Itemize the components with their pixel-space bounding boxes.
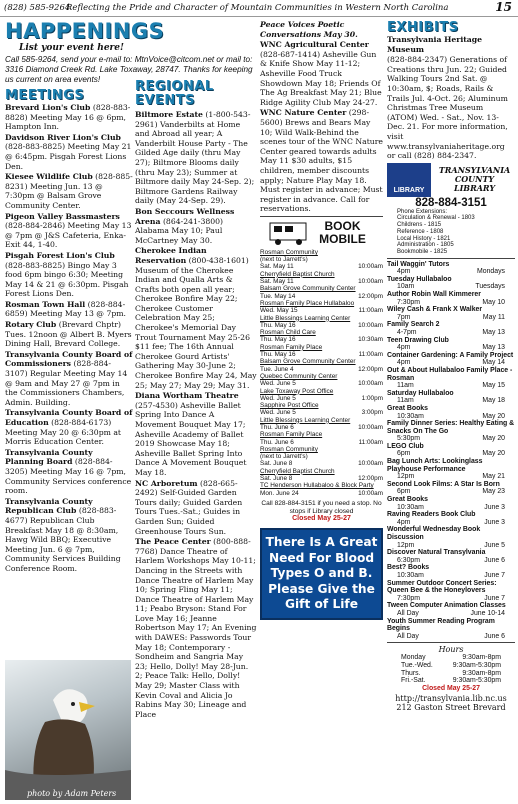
event-org: Transylvania County Board of Commissioners (5, 349, 133, 369)
library-event-time-row (387, 504, 515, 512)
library-event-time: 7:30pm (397, 298, 420, 306)
stop-row (260, 409, 383, 416)
stop-time: 10:30am (358, 336, 383, 344)
library-event-title: Out & About Hullabaloo Family Place - Rosman (387, 366, 513, 382)
event-entry (5, 320, 133, 349)
library-event-title: Teen Drawing Club (387, 336, 449, 344)
event-entry (5, 103, 133, 132)
stop-date: Thu. May 16 (260, 321, 296, 329)
event-info: (828-884-3205) Meeting May 16 @ 7pm, Community Services conference room. (5, 457, 132, 496)
library-event-time-row (387, 329, 515, 337)
bald-eagle-icon (5, 660, 131, 800)
header-phone: (828) 585-9264 (4, 3, 71, 13)
bookmobile-bus-icon (268, 219, 310, 247)
library-event-time: 7pm (397, 313, 411, 321)
library-event-date: May 13 (482, 344, 505, 352)
event-entry (5, 300, 133, 319)
stop-row (260, 263, 383, 270)
event-entry (135, 110, 257, 206)
event-org: Cherokee Indian Reservation (135, 246, 207, 265)
library-address: 212 Gaston Street Brevard (396, 703, 506, 713)
stop-date: Wed. June 5 (260, 409, 296, 417)
library-header (387, 163, 515, 197)
library-event-time-row (387, 397, 515, 405)
hours-day: Tue.-Wed. (401, 661, 433, 669)
hours-row (387, 662, 515, 670)
event-entry (5, 133, 133, 171)
stop-place: Balsam Grove Community Center (260, 358, 356, 366)
library-event-date: May 15 (482, 382, 505, 390)
event-org: Brevard Lion's Club (5, 103, 91, 112)
library-event-time: 4pm (397, 268, 411, 276)
eagle-photo (5, 660, 131, 800)
event-info: (828-883-8828) Meeting May 16 @ 6pm, Hampton Inn. (5, 103, 131, 132)
library-event-time-row (387, 473, 515, 481)
stop-date: Sat. June 8 (260, 475, 293, 483)
bookmobile-schedule (260, 249, 383, 497)
event-info: (257-4530) Asheville Ballet Spring Into Dance A Movement Bouquet May 17; Asheville Academy of Ballet 2019 Showcase May 18; Asheville Ballet Spring Into Dance A Movement Bouquet May 18. (135, 400, 247, 477)
library-event-time-row (387, 633, 515, 641)
library-extensions (387, 209, 515, 256)
stop-place: Balsam Grove Community Center (260, 285, 356, 293)
event-info: (828-883-8825) Meeting May 21 @ 6:45pm. Pisgah Forest Lions Den. (5, 142, 132, 171)
library-event-time-row (387, 450, 515, 458)
library-extension: Childrens - 1815 (397, 222, 442, 229)
event-info: (800-438-1601) Museum of the Cherokee Indian and Qualla Arts & Crafts both open all year; Cherokee Bonfire May 22; Cherokee Customer Celebration May 25; Cherokee's Memorial Day Trout Tournament May 25-26 $11 fee; The 16th Annual Cherokee Gourd Artists' Gathering May 30-June 2; Cherokee Bonfire May 24, May 25; May 27; May 29; May 31. (135, 255, 257, 390)
happenings-call: Call 585-9264, send your e-mail to: MtnVoice@citcom.net or mail to: 3316 Diamond Creek Rd. Lake Toxaway, 28747. Thanks for keeping us current on area events! (5, 55, 253, 84)
stop-row (260, 351, 383, 358)
library-event-time: 10:30am (397, 503, 424, 511)
library-event-title: Discover Natural Transylvania (387, 549, 486, 557)
hours-day: Fri.-Sat. (401, 677, 426, 685)
stop-place: Rosman Community (260, 248, 318, 256)
stop-time: 10:00am (358, 278, 383, 286)
library-event-title: Great Books (387, 496, 428, 504)
peace-cont: Peace Voices Poetic Conversations May 30. (260, 20, 358, 39)
column-exhibits-library (387, 20, 515, 800)
library-event-date: May 10 (482, 298, 505, 306)
event-entry (135, 246, 257, 390)
stop-place: Lake Toxaway Post Office (260, 387, 334, 395)
library-event-time: 4-7pm (397, 328, 417, 336)
library-event-date: May 20 (482, 435, 505, 443)
event-org: NC Arboretum (135, 478, 198, 488)
stop-place: Quebec Community Center (260, 372, 338, 380)
library-event-time-row (387, 557, 515, 565)
hours-time: 9:30am-5:30pm (452, 661, 501, 669)
event-entry (260, 108, 383, 214)
library-event-date: May 11 (482, 313, 505, 321)
regional-list (135, 110, 257, 719)
blood-drive-box: There Is A Great Need For Blood Types O and B. Please Give the Gift of Life (260, 528, 383, 620)
event-entry (5, 497, 133, 574)
stop-time: 11:00am (358, 351, 383, 359)
stop-date: Sat. June 8 (260, 460, 293, 468)
stop-date: Tue. May 14 (260, 292, 296, 300)
stop-date: Sat. May 11 (260, 278, 294, 286)
stop-time: 12:00pm (358, 365, 383, 373)
event-org: The Peace Center (135, 537, 211, 547)
library-event-time: All Day (397, 632, 419, 640)
exhibits-text: (828-884-2347) Generations of Creations thru Jun. 22; Guided Walking Tours 2nd Sat. @ 10:30am, $; Roads, Rails & Trails Jul. 4-Oct. 26; Aluminum Christmas Tree Museum (ATOM) Wed. - Sat., Nov. 13-Dec. 21. For more information, visit www.transylvaniaheritage.org or call (828) 884-2347. (387, 55, 508, 161)
library-event-date: May 14 (482, 359, 505, 367)
event-org: Transylvania County Board of Education (5, 408, 133, 427)
library-event-date: June 5 (484, 541, 505, 549)
stop-row (260, 475, 383, 482)
hours-row (387, 677, 515, 685)
library-event-date: June 7 (484, 571, 505, 579)
event-info: (298-5600) Brews and Bears May 10; Wild Walk-Behind the scenes tour of the WNC Nature Center geared towards adults May 11 $30 adults, $15 children, member discounts apply; Nature Play May 18. Must register in advance; Must register in advance. Call for reservations. (260, 108, 383, 214)
stop-place: Rosman Family Place (260, 431, 323, 439)
library-event-date: June 3 (484, 503, 505, 511)
stop-time: 11:00am (358, 307, 383, 315)
library-event-time: All Day (397, 609, 419, 617)
happenings-subtitle: List your event here! (19, 43, 124, 53)
library-logo-icon: LIBRARY (387, 163, 431, 197)
library-event-date: June 7 (484, 594, 505, 602)
event-entry (5, 212, 133, 250)
stop-date: Mon. June 24 (260, 489, 299, 497)
library-event-title: Author Robin Wall Kimmerer (387, 291, 481, 299)
event-entry (5, 251, 133, 299)
event-org: Davidson River Lion's Club (5, 132, 121, 142)
stop-time: 11:00am (358, 438, 383, 446)
library-event-title: Great Books (387, 404, 428, 412)
library-event-title: Raving Readers Book Club (387, 511, 476, 519)
hours-row (387, 670, 515, 678)
stop-time: 10:00am (358, 489, 383, 497)
regional-title: REGIONAL EVENTS (135, 79, 214, 108)
bookmobile-closed: Closed May 25-27 (292, 515, 351, 523)
library-event-time: 11am (397, 382, 414, 390)
library-event-date: Tuesdays (475, 283, 505, 291)
hours-day: Thurs. (401, 669, 421, 677)
library-event-date: May 18 (482, 397, 505, 405)
stop-row (260, 439, 383, 446)
event-org: WNC Nature Center (260, 108, 347, 118)
event-org: Rosman Town Hall (5, 299, 86, 309)
hours-day: Monday (401, 654, 426, 662)
stop-time: 1:00pm (361, 394, 383, 402)
library-event-time: 10:30am (397, 571, 424, 579)
event-info: (828-665-2492) Self-Guided Garden Tours daily; Guided Garden Tours Tues.-Sat.; Guides in Garden Sun; Guided Greenhouse Tours Sun. (135, 478, 243, 536)
library-event-time-row (387, 283, 515, 291)
library-event-title: Youth Summer Reading Program Begins (387, 617, 495, 633)
stop-row (260, 278, 383, 285)
library-event-time-row (387, 488, 515, 496)
library-event-time-row (387, 344, 515, 352)
hours-time: 9:30am-8pm (462, 669, 501, 677)
photo-credit: photo by Adam Peters (27, 789, 117, 798)
stop-note: (next to Jarrett's) (260, 453, 308, 461)
happenings-title: HAPPENINGS (5, 19, 165, 43)
page-header (0, 0, 518, 17)
library-event-title: Wiley Cash & Frank X Walker (387, 306, 483, 314)
library-extension: Local History - 1821 (397, 235, 451, 242)
stop-date: Wed. June 5 (260, 394, 296, 402)
library-event-time-row (387, 542, 515, 550)
stop-row (260, 293, 383, 300)
library-event-time-row (387, 299, 515, 307)
stop-row (260, 460, 383, 467)
library-event-time: 4pm (397, 518, 411, 526)
stop-date: Tue. June 4 (260, 365, 294, 373)
library-event-date: June 6 (484, 556, 505, 564)
event-org: Biltmore Estate (135, 110, 203, 119)
library-hours (387, 654, 515, 684)
library-extension: Administration - 1805 (397, 242, 454, 249)
library-extension: Phone Extensions: (397, 208, 448, 215)
event-entry (5, 350, 133, 408)
library-event-time-row (387, 610, 515, 618)
stop-note: (next to Jarrett's) (260, 256, 308, 264)
library-event-title: Tail Waggin' Tutors (387, 260, 450, 268)
library-event-time-row (387, 519, 515, 527)
column-regional (135, 80, 257, 798)
hours-row (387, 654, 515, 662)
stop-date: Sat. May 11 (260, 263, 294, 271)
stop-row (260, 322, 383, 329)
library-event-time: 6pm (397, 488, 411, 496)
library-event-time: 5:30pm (397, 435, 420, 443)
event-entry (5, 408, 133, 446)
library-event-time: 11am (397, 397, 414, 405)
stop-row (260, 366, 383, 373)
bookmobile-title: BOOK MOBILE (319, 218, 366, 246)
meetings-list (5, 103, 133, 574)
event-info: (828-885-8231) Meeting Jun. 13 @ 7:30pm @ Balsam Grove Community Center. (5, 172, 133, 210)
library-event-time: 6:30pm (397, 556, 420, 564)
library-event-time-row (387, 382, 515, 390)
stop-row (260, 490, 383, 497)
library-event-time: 4pm (397, 359, 411, 367)
library-event-title: Saturday Hullabaloo (387, 389, 454, 397)
library-event-time-row (387, 435, 515, 443)
library-event-time: 6pm (397, 450, 411, 458)
library-url[interactable]: http://transylvania.lib.nc.us (395, 694, 507, 704)
event-org: Pisgah Forest Lion's Club (5, 250, 115, 260)
stop-time: 12:00pm (358, 292, 383, 300)
library-event-date: June 3 (484, 518, 505, 526)
library-event-time: 10:30am (397, 412, 424, 420)
library-phone: 828-884-3151 (415, 196, 487, 209)
library-event-date: May 13 (482, 328, 505, 336)
library-closed: Closed May 25-27 (422, 684, 480, 692)
library-event-title: Bag Lunch Arts: Lookinglass Playhouse Performance (387, 458, 483, 473)
library-event-time: 12pm (397, 473, 415, 481)
event-info: (Brevard Chptr) Tues. 12noon @ Albert B. Myers Dining Hall, Brevard College. (5, 320, 132, 349)
stop-place: Rosman Family Place Hullabaloo (260, 299, 355, 307)
event-entry (5, 448, 133, 496)
library-event-time: 4pm (397, 344, 411, 352)
stop-date: Wed. June 5 (260, 380, 296, 388)
event-info: (828-884-6859) Meeting May 13 @ 7pm. (5, 299, 126, 319)
stop-time: 10:00am (358, 424, 383, 431)
stop-place: Cherryfield Baptist Church (260, 467, 335, 475)
event-org: Pigeon Valley Bassmasters (5, 211, 120, 221)
event-info: (864-241-3800) Alabama May 10; Paul McCartney May 30. (135, 216, 224, 245)
library-event-time: 12pm (397, 541, 415, 549)
bookmobile-heading (260, 219, 383, 247)
library-event-title: Family Search 2 (387, 321, 440, 329)
library-event-title: Wonderful Wednesday Book Discussion (387, 526, 481, 542)
event-info: (800-888-7768) Dance Theatre of Harlem Workshops May 10-11; Dancing in the Streets with Dance Theatre of Harlem May 10; Spring Fling May 11; Dance Theatre of Harlem May 11; Peabo Bryson: Stand For Love May 16; Jeanne Robertson May 17; An Evening with DAWES: Passwords Tour May 18; Contemporary - Sondheim and Sangria May 23; Hello, Dolly! May 28-Jun. 2; Peace Talk: Hello, Dolly! May 29; Master Class with Kevin Coval and Alicia Jo Rabins May 30; Lineage and Place (135, 537, 257, 719)
stop-place: Rosman Child Care (260, 329, 316, 337)
library-event-date: June 6 (484, 632, 505, 640)
exhibits-org: Transylvania Heritage Museum (387, 35, 483, 54)
stop-row (260, 307, 383, 314)
stop-time: 10:00am (358, 380, 383, 388)
library-event-title: Best? Books (387, 564, 430, 572)
library-event-title: Container Gardening: A Family Project (387, 351, 514, 359)
library-event-time-row (387, 572, 515, 580)
library-event-time-row (387, 359, 515, 367)
stop-time: 3:00pm (361, 409, 383, 417)
stop-place: Rosman Community (260, 445, 318, 453)
event-org: WNC Agricultural Center (260, 40, 369, 50)
hours-title: Hours (438, 645, 464, 655)
event-info: (828-883-8825) Bingo May 3 food 6pm bingo 6:30; Meeting May 14 & 21 @ 6:30pm. Pisgah Forest Lions Den. (5, 260, 129, 299)
event-entry (135, 479, 257, 537)
bookmobile-footer: Call 828-884-3151 if you need a stop. No stops if Library closed (261, 499, 382, 515)
stop-row (260, 424, 383, 431)
stop-place: Cherryfield Baptist Church (260, 270, 335, 278)
stop-date: Thu. June 6 (260, 438, 294, 446)
event-org: Bon Seccours Wellness Arena (135, 206, 235, 226)
stop-row (260, 380, 383, 387)
meetings-title: MEETINGS (5, 88, 85, 103)
event-org: Diana Wortham Theatre (135, 391, 239, 401)
event-org: Transylvania County Planning Board (5, 447, 93, 467)
library-event-title: Tuesday Hullabaloo (387, 275, 452, 283)
event-entry (135, 537, 257, 719)
library-event-time-row (387, 413, 515, 421)
stop-place: Sapphire Post Office (260, 402, 319, 410)
stop-row (260, 395, 383, 402)
exhibits-title: EXHIBITS (387, 20, 459, 35)
event-info: (828-884-3107) Regular Meeting May 14 @ 9am and May 27 @ 7pm in the Commissioners Chambers, Admin. Building. (5, 359, 128, 407)
library-event-title: Summer Outdoor Concert Series: Queen Bee & the Honeylovers (387, 579, 497, 595)
library-event-time-row (387, 595, 515, 603)
event-entry (260, 40, 383, 107)
stop-time: 10:00am (358, 263, 383, 271)
library-extension: Reference - 1808 (397, 228, 444, 235)
stop-time: 10:00am (358, 460, 383, 468)
stop-place: Little Blessings Learning Center (260, 416, 351, 424)
hours-time: 9:30am-8pm (462, 654, 501, 662)
event-info: (828-883-4677) Republican Club Breakfast May 18 @ 8:30am, Hawg Wild BBQ; Executive Meeting Jun. 6 @ 7pm, Community Services Building Conference Room. (5, 506, 121, 573)
stop-place: Rosman Family Place (260, 343, 323, 351)
library-event-date: May 23 (482, 488, 505, 496)
event-info: (1-800-543-2961) Vanderbilts at Home and Abroad all year; A Vanderbilt House Party - The Gilded Age daily (thru May 27); Biltmore Blooms daily (thru May 23); Summer at Biltmore daily May 24-Sep. 2); Biltmore Gardens Railway daily (May 24-Sep. 29). (135, 110, 255, 206)
library-extension: Circulation & Renewal - 1803 (397, 215, 475, 222)
header-tagline: Reflecting the Pride and Character of Mountain Communities in Western North Carolina (66, 3, 449, 13)
stop-place: TC Henderson Hullabaloo & Block Party (260, 482, 374, 490)
event-org: Transylvania County Republican Club (5, 496, 93, 516)
event-info: (828-884-6173) Meeting May 20 @ 6:30pm at Morris Education Center. (5, 418, 122, 447)
event-entry (135, 391, 257, 477)
event-entry (135, 207, 257, 245)
library-event-date: May 20 (482, 450, 505, 458)
stop-date: Thu. May 16 (260, 336, 296, 344)
stop-date: Thu. May 16 (260, 351, 296, 359)
library-event-title: Second Look Films: A Star Is Born (387, 480, 500, 488)
library-event-date: Mondays (477, 268, 505, 276)
library-event-date: June 10-14 (470, 609, 505, 617)
event-org: Rotary Club (5, 320, 57, 330)
library-event-title: Tween Computer Animation Classes (387, 602, 506, 610)
stop-row (260, 336, 383, 343)
event-info: (828-687-1414) Asheville Gun & Knife Show May 11-12; Asheville Food Truck Showdown May 18; Friends Of The Ag Breakfast May 21; Blue Ridge Agility Club May 24-27. (260, 49, 382, 107)
library-name: TRANSYLVANIA COUNTY LIBRARY (438, 165, 511, 194)
library-event-time: 10am (397, 283, 415, 291)
stop-time: 12:00pm (358, 475, 383, 483)
event-org: Kiesee Wildlife Club (5, 172, 93, 182)
library-event-title: LEGO Club (387, 442, 424, 450)
library-event-time-row (387, 314, 515, 322)
stop-time: 10:00am (358, 321, 383, 329)
hours-time: 9:30am-5:30pm (452, 677, 501, 685)
library-event-time-row (387, 268, 515, 276)
page-number: 15 (495, 0, 512, 14)
library-extension: Bookmobile - 1825 (397, 248, 448, 255)
library-event-date: May 21 (482, 473, 505, 481)
agri-nature-list (260, 40, 383, 214)
stop-date: Wed. May 15 (260, 307, 298, 315)
event-entry (5, 172, 133, 210)
library-events (387, 261, 515, 641)
event-info: (828-884-2846) Meeting May 13 @ 7pm @ J&S Cafeteria, Enka-Exit 44, 1-40. (5, 221, 132, 250)
stop-place: Little Blessings Learning Center (260, 314, 351, 322)
library-event-date: May 20 (482, 412, 505, 420)
column-center (260, 20, 383, 800)
stop-date: Thu. June 6 (260, 424, 294, 431)
library-event-time: 7:30pm (397, 594, 420, 602)
library-event-title: Family Dinner Series: Healthy Eating & Snacks On The Go (387, 420, 515, 435)
